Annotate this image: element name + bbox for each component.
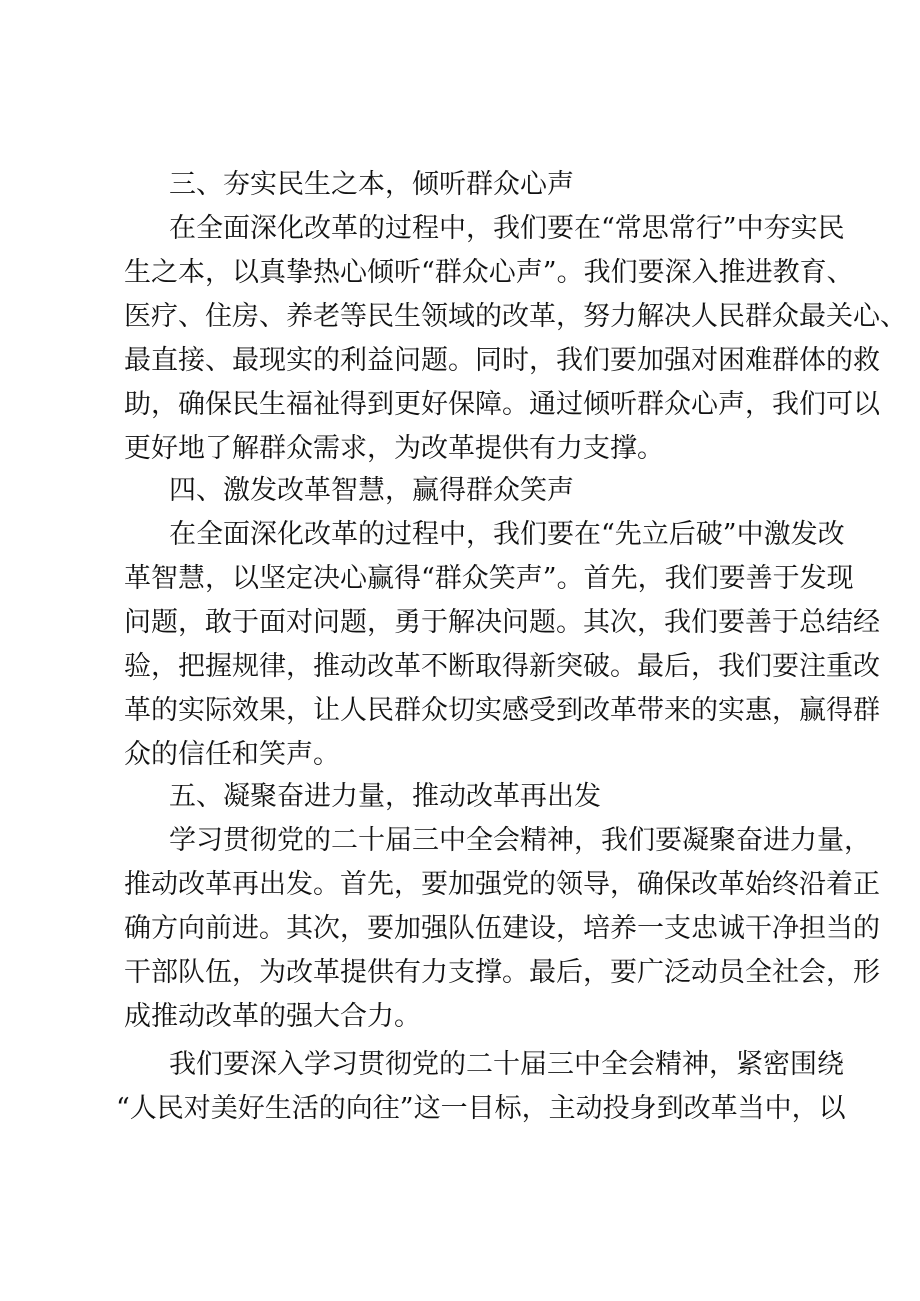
paragraph-line	[0, 1042, 920, 1088]
paragraph-line	[0, 1086, 920, 1132]
paragraph-line	[0, 250, 920, 296]
text-line: 我们要深入学习贯彻党的二十届三中全会精神，紧密围绕	[169, 1049, 844, 1080]
text-line: 革的实际效果，让人民群众切实感受到改革带来的实惠，赢得群	[124, 695, 880, 726]
section-heading	[0, 774, 920, 820]
paragraph-line	[0, 732, 920, 778]
section-heading	[0, 468, 920, 514]
text-line: 学习贯彻党的二十届三中全会精神，我们要凝聚奋进力量，	[169, 825, 871, 856]
section-3-heading: 三、夯实民生之本，倾听群众心声	[169, 169, 574, 200]
paragraph-line	[0, 512, 920, 558]
paragraph-line	[0, 688, 920, 734]
paragraph-line	[0, 862, 920, 908]
section-heading	[0, 162, 920, 208]
paragraph-line	[0, 206, 920, 252]
text-line: 在全面深化改革的过程中，我们要在“常思常行”中夯实民	[169, 213, 845, 244]
text-line: 干部队伍，为改革提供有力支撑。最后，要广泛动员全社会，形	[124, 957, 880, 988]
text-line: 助，确保民生福祉得到更好保障。通过倾听群众心声，我们可以	[124, 389, 880, 420]
paragraph-line	[0, 600, 920, 646]
text-line: 医疗、住房、养老等民生领域的改革，努力解决人民群众最关心、	[124, 301, 907, 332]
paragraph-line	[0, 994, 920, 1040]
paragraph-line	[0, 426, 920, 472]
paragraph-line	[0, 906, 920, 952]
paragraph-line	[0, 382, 920, 428]
text-line: 最直接、最现实的利益问题。同时，我们要加强对困难群体的救	[124, 345, 880, 376]
paragraph-line	[0, 338, 920, 384]
section-5-heading: 五、凝聚奋进力量，推动改革再出发	[169, 781, 601, 812]
text-line: 验，把握规律，推动改革不断取得新突破。最后，我们要注重改	[124, 651, 880, 682]
text-line: 众的信任和笑声。	[124, 739, 340, 770]
text-line: 在全面深化改革的过程中，我们要在“先立后破”中激发改	[169, 519, 845, 550]
section-4-heading: 四、激发改革智慧，赢得群众笑声	[169, 475, 574, 506]
text-line: 革智慧，以坚定决心赢得“群众笑声”。首先，我们要善于发现	[124, 563, 854, 594]
text-line: 确方向前进。其次，要加强队伍建设，培养一支忠诚干净担当的	[124, 913, 880, 944]
paragraph-line	[0, 644, 920, 690]
text-line: 问题，敢于面对问题，勇于解决问题。其次，我们要善于总结经	[124, 607, 880, 638]
paragraph-line	[0, 818, 920, 864]
paragraph-line	[0, 556, 920, 602]
text-line: 更好地了解群众需求，为改革提供有力支撑。	[124, 433, 664, 464]
paragraph-line	[0, 950, 920, 996]
text-line: “人民对美好生活的向往”这一目标，主动投身到改革当中，以	[116, 1093, 846, 1124]
text-line: 成推动改革的强大合力。	[124, 1001, 421, 1032]
text-line: 生之本，以真挚热心倾听“群众心声”。我们要深入推进教育、	[124, 257, 854, 288]
text-line: 推动改革再出发。首先，要加强党的领导，确保改革始终沿着正	[124, 869, 880, 900]
paragraph-line	[0, 294, 920, 340]
